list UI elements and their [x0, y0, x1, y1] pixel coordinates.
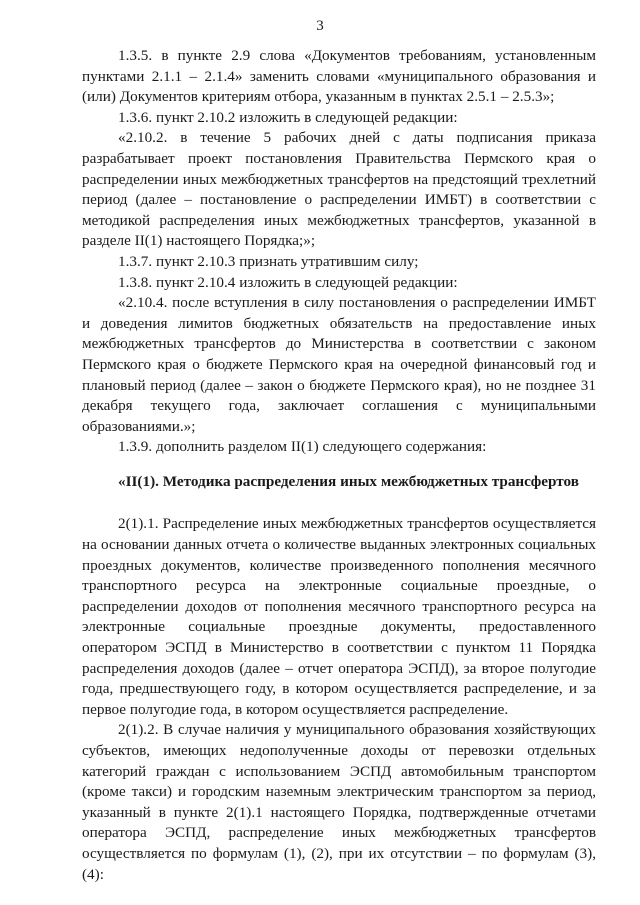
- paragraph-2-10-2: «2.10.2. в течение 5 рабочих дней с даты подписания приказа разрабатывает проект постановления Правительства Пермского края о распределении иных межбюджетных трансфертов на предстоящий трехлетний период (далее – постановление о распределении ИМБТ) в соответствии с методикой распределения иных межбюджетных трансфертов, указанной в разделе II(1) настоящего Порядка;»;: [82, 129, 596, 250]
- document-body: [82, 46, 596, 885]
- paragraph-1-3-6: 1.3.6. пункт 2.10.2 изложить в следующей редакции:: [118, 108, 458, 126]
- paragraph-2-10-4: «2.10.4. после вступления в силу постановления о распределении ИМБТ и доведения лимитов бюджетных обязательств на предоставление иных межбюджетных трансфертов до Министерства в соответствии с законом Пермского края о бюджете Пермского края на очередной финансовый год и плановый период (далее – закон о бюджете Пермского края), но не позднее 31 декабря текущего года, заключает соглашения с муниципальными образованиями.»;: [82, 294, 596, 435]
- paragraph-2-1-1: 2(1).1. Распределение иных межбюджетных трансфертов осуществляется на основании данных отчета о количестве выданных электронных социальных проездных документов, количестве произведенного пополнения месячного транспортного ресурса на электронные социальные проездные, о распределении доходов от пополнения месячного транспортного ресурса на электронные социальные проездные документы, предоставленного оператором ЭСПД в Министерство в соответствии с пунктом 11 Порядка распределения доходов (далее – отчет оператора ЭСПД), за второе полугодие года, предшествующего году, в котором осуществляется распределение, и за первое полугодие года, в котором осуществляется распределение.: [82, 515, 596, 718]
- paragraph-1-3-5: 1.3.5. в пункте 2.9 слова «Документов требованиям, установленным пунктами 2.1.1 – 2.1.4» заменить словами «муниципального образования и (или) Документов критериям отбора, указанным в пунктах 2.5.1 – 2.5.3»;: [82, 47, 596, 106]
- paragraph-2-1-2: 2(1).2. В случае наличия у муниципального образования хозяйствующих субъектов, имеющих недополученные доходы от перевозки отдельных категорий граждан с использованием ЭСПД автомобильным транспортом (кроме такси) и городским наземным электрическим транспортом за период, указанный в пункте 2(1).1 настоящего Порядка, подтвержденные отчетами оператора ЭСПД, распределение иных межбюджетных трансфертов осуществляется по формулам (1), (2), при их отсутствии – по формулам (3), (4):: [82, 721, 596, 883]
- section-heading: «II(1). Методика распределения иных межбюджетных трансфертов: [118, 472, 579, 490]
- page-number: 3: [316, 18, 324, 34]
- paragraph-1-3-7: 1.3.7. пункт 2.10.3 признать утратившим силу;: [118, 252, 419, 270]
- paragraph-1-3-8: 1.3.8. пункт 2.10.4 изложить в следующей редакции:: [118, 273, 458, 291]
- paragraph-1-3-9: 1.3.9. дополнить разделом II(1) следующего содержания:: [118, 438, 487, 456]
